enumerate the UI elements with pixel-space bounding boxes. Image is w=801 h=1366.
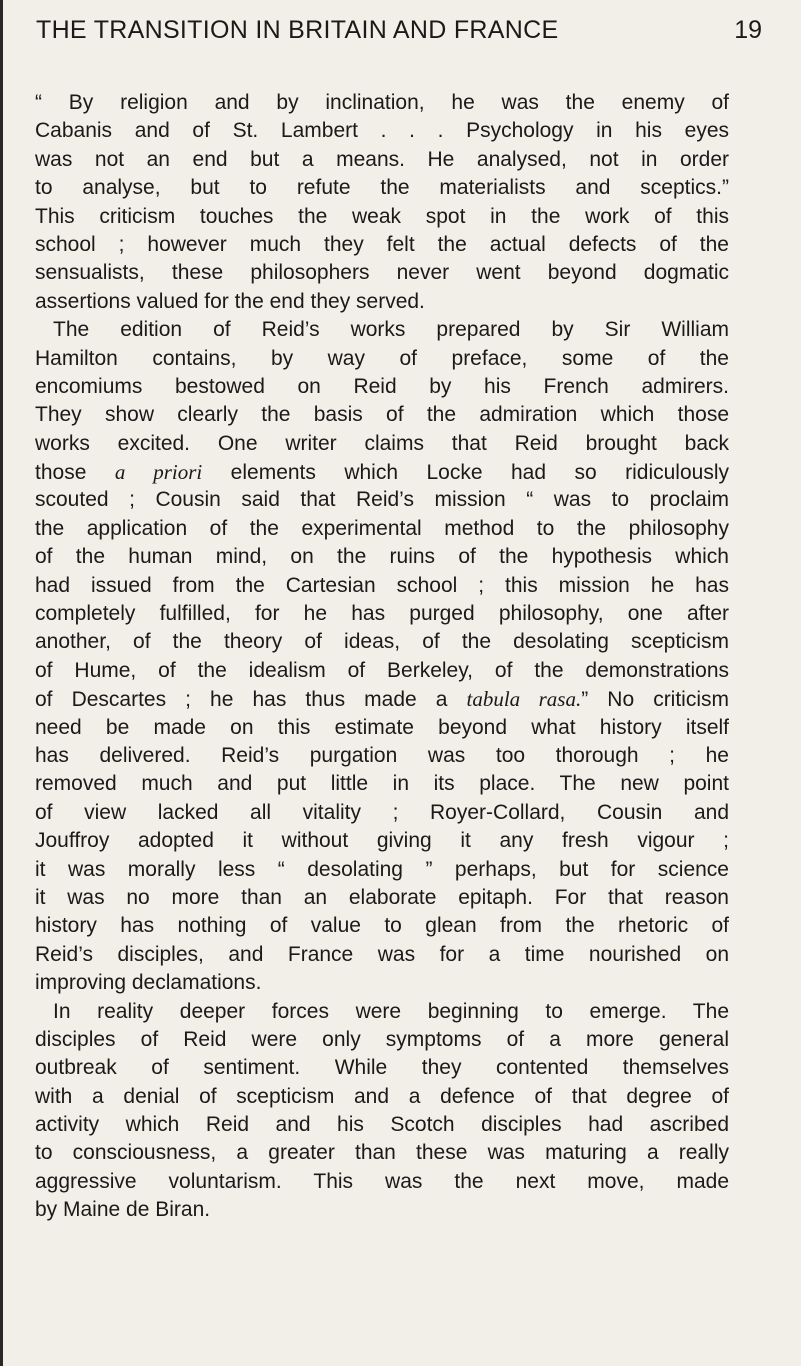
text-line: outbreak of sentiment. While they contented themselves <box>35 1056 729 1080</box>
text-line: school ; however much they felt the actual defects of the <box>35 232 729 256</box>
text-line: has delivered. Reid’s purgation was too thorough ; he <box>35 743 729 767</box>
running-head: THE TRANSITION IN BRITAIN AND FRANCE <box>36 16 559 44</box>
text-line: had issued from the Cartesian school ; this mission he has <box>35 573 729 597</box>
text-line: the application of the experimental method to the philosophy <box>35 516 729 540</box>
text-segment: of Descartes ; he has thus made a <box>35 688 467 712</box>
italic-phrase-tabula-rasa: tabula rasa. <box>466 687 582 712</box>
text-line: it was morally less “ desolating ” perhaps, but for science <box>35 857 729 881</box>
page-binding-edge <box>0 0 3 1366</box>
text-line: Hamilton contains, by way of preface, some of the <box>35 346 729 370</box>
italic-phrase-a-priori: a priori <box>114 460 203 485</box>
text-line: They show clearly the basis of the admiration which those <box>35 403 729 427</box>
text-line: was not an end but a means. He analysed, not in order <box>35 147 729 171</box>
text-line: of the human mind, on the ruins of the hypothesis which <box>35 545 729 569</box>
text-line: Cabanis and of St. Lambert . . . Psychology in his eyes <box>35 119 729 143</box>
text-line: This criticism touches the weak spot in the work of this <box>35 204 729 228</box>
text-line: to consciousness, a greater than these was maturing a really <box>35 1141 729 1165</box>
text-line: of view lacked all vitality ; Royer-Collard, Cousin and <box>35 800 729 824</box>
page-number: 19 <box>734 16 762 44</box>
text-line: disciples of Reid were only symptoms of a more general <box>35 1027 729 1051</box>
text-line: to analyse, but to refute the materialists and sceptics.” <box>35 176 729 200</box>
text-line: encomiums bestowed on Reid by his French admirers. <box>35 374 729 398</box>
page-header <box>36 10 762 50</box>
text-line: it was no more than an elaborate epitaph. For that reason <box>35 885 729 909</box>
text-line-with-italic <box>35 685 729 713</box>
text-line: “ By religion and by inclination, he was the enemy of <box>35 91 729 114</box>
text-line: of Hume, of the idealism of Berkeley, of the demonstrations <box>35 658 729 682</box>
text-line: Jouffroy adopted it without giving it any fresh vigour ; <box>35 829 729 853</box>
paragraph-2 <box>35 316 729 997</box>
text-line: activity which Reid and his Scotch disciples had ascribed <box>35 1113 729 1137</box>
text-line: completely fulfilled, for he has purged philosophy, one after <box>35 602 729 626</box>
text-segment: those <box>35 461 115 485</box>
text-line: by Maine de Biran. <box>35 1198 211 1222</box>
text-line: another, of the theory of ideas, of the desolating scepticism <box>35 630 729 654</box>
paragraph-1 <box>35 89 729 316</box>
text-line: scouted ; Cousin said that Reid’s mission “ was to proclaim <box>35 488 729 512</box>
paragraph-3 <box>35 998 729 1225</box>
text-line: history has nothing of value to glean from the rhetoric of <box>35 914 729 938</box>
text-segment: ” No criticism <box>581 688 730 712</box>
text-line: aggressive voluntarism. This was the next move, made <box>35 1169 729 1193</box>
text-line: with a denial of scepticism and a defence of that degree of <box>35 1084 729 1108</box>
body-text <box>35 89 729 1225</box>
text-line-with-italic <box>35 458 729 486</box>
text-line: removed much and put little in its place. The new point <box>35 772 729 796</box>
text-line: improving declamations. <box>35 971 262 995</box>
text-line: The edition of Reid’s works prepared by Sir William <box>53 318 729 342</box>
text-line: In reality deeper forces were beginning to emerge. The <box>53 999 729 1023</box>
text-line: assertions valued for the end they served. <box>35 289 425 313</box>
text-line: sensualists, these philosophers never went beyond dogmatic <box>35 261 729 285</box>
text-segment: elements which Locke had so ridiculously <box>202 461 729 485</box>
text-line: need be made on this estimate beyond what history itself <box>35 715 729 739</box>
text-line: Reid’s disciples, and France was for a time nourished on <box>35 942 729 966</box>
text-line: works excited. One writer claims that Reid brought back <box>35 431 729 455</box>
